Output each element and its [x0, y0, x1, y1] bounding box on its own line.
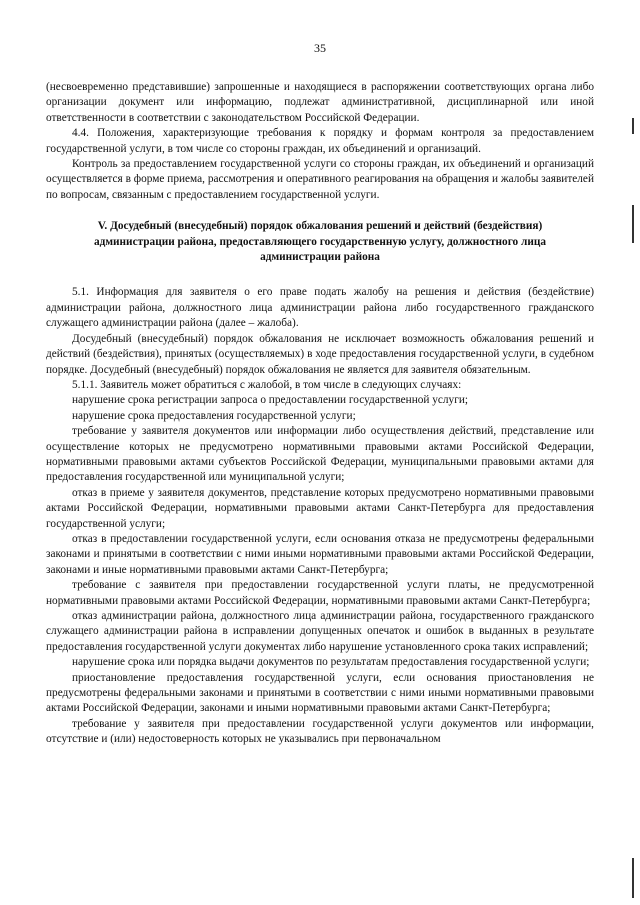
paragraph-4-4: 4.4. Положения, характеризующие требования к порядку и формам контроля за предоставлением государственной услуги, в том числе со стороны граждан, их объединений и организаций. [46, 127, 594, 155]
scan-edge-mark [632, 118, 634, 134]
section-v-heading: V. Досудебный (внесудебный) порядок обжалования решений и действий (бездействия) администрации района, предоставляющего государственную услугу, должностного лица администрации района [93, 220, 547, 264]
paragraph-5-1-1: 5.1.1. Заявитель может обратиться с жалобой, в том числе в следующих случаях: [72, 378, 462, 391]
list-item: требование у заявителя при предоставлении государственной услуги документов или информации, отсутствие и (или) недостоверность которых не указывались при первоначальном [46, 717, 594, 746]
list-item: отказ в предоставлении государственной услуги, если основания отказа не предусмотрены федеральными законами и принятыми в соответствии с ними иными нормативными правовыми актами Российской Федерации, законами и иные нормативными правовыми актами Санкт-Петербурга; [46, 532, 594, 576]
list-item: нарушение срока предоставления государственной услуги; [72, 409, 356, 422]
paragraph-5-1: 5.1. Информация для заявителя о его праве подать жалобу на решения и действия (бездействие) администрации района, должностного лица администрации района либо государственного гражданского служащего администрации района (далее – жалоба). [46, 286, 594, 330]
list-item: требование у заявителя документов или информации либо осуществления действий, представление или осуществление которых не предусмотрено нормативными правовыми актами Российской Федерации, нормативными правовыми актами субъектов Российской Федерации, муниципальными правовыми актами для предоставления государственной или муниципальной услуги; [46, 425, 594, 484]
document-body [46, 80, 594, 748]
list-item: нарушение срока регистрации запроса о предоставлении государственной услуги; [72, 394, 469, 407]
scan-edge-mark [632, 858, 634, 898]
list-item: отказ администрации района, должностного лица администрации района, государственного гражданского служащего администрации района в исправлении допущенных опечаток и ошибок в выданных в результате предоставления государственной услуги документах либо нарушение установленного срока таких исправлений; [46, 610, 594, 653]
paragraph-control: Контроль за предоставлением государственной услуги со стороны граждан, их объединений и организаций осуществляется в форме приема, рассмотрения и оперативного реагирования на обращения и жалобы заявителей по вопросам, связанным с предоставлением государственной услуги. [46, 158, 594, 201]
list-item: нарушение срока или порядка выдачи документов по результатам предоставления государственной услуги; [72, 656, 590, 669]
page-number: 35 [314, 41, 326, 55]
list-item: отказ в приеме у заявителя документов, представление которых предусмотрено нормативными правовыми актами Российской Федерации, нормативными правовыми актами Санкт-Петербурга для предоставления государственной услуги; [46, 486, 594, 530]
list-item: требование с заявителя при предоставлении государственной услуги платы, не предусмотренной нормативными правовыми актами Российской Федерации, нормативными правовыми актами Санкт-Петербурга; [46, 579, 594, 607]
list-item: приостановление предоставления государственной услуги, если основания приостановления не предусмотрены федеральными законами и принятыми в соответствии с ними иными нормативными правовыми актами Российской Федерации, законами и иными нормативными правовыми актами Санкт-Петербурга; [46, 671, 594, 715]
scan-edge-mark [632, 205, 634, 243]
paragraph-continuation: (несвоевременно представившие) запрошенные и находящиеся в распоряжении соответствующих органа либо организации документ или информацию, подлежат административной, дисциплинарной или иной ответственности в соответствии с законодательством Российской Федерации. [46, 81, 594, 124]
paragraph-pretrial: Досудебный (внесудебный) порядок обжалования не исключает возможность обжалования решений и действий (бездействия), принятых (осуществляемых) в ходе предоставления государственной услуги, в судебном порядке. Досудебный (внесудебный) порядок обжалования не является для заявителя обязательным. [46, 332, 594, 376]
